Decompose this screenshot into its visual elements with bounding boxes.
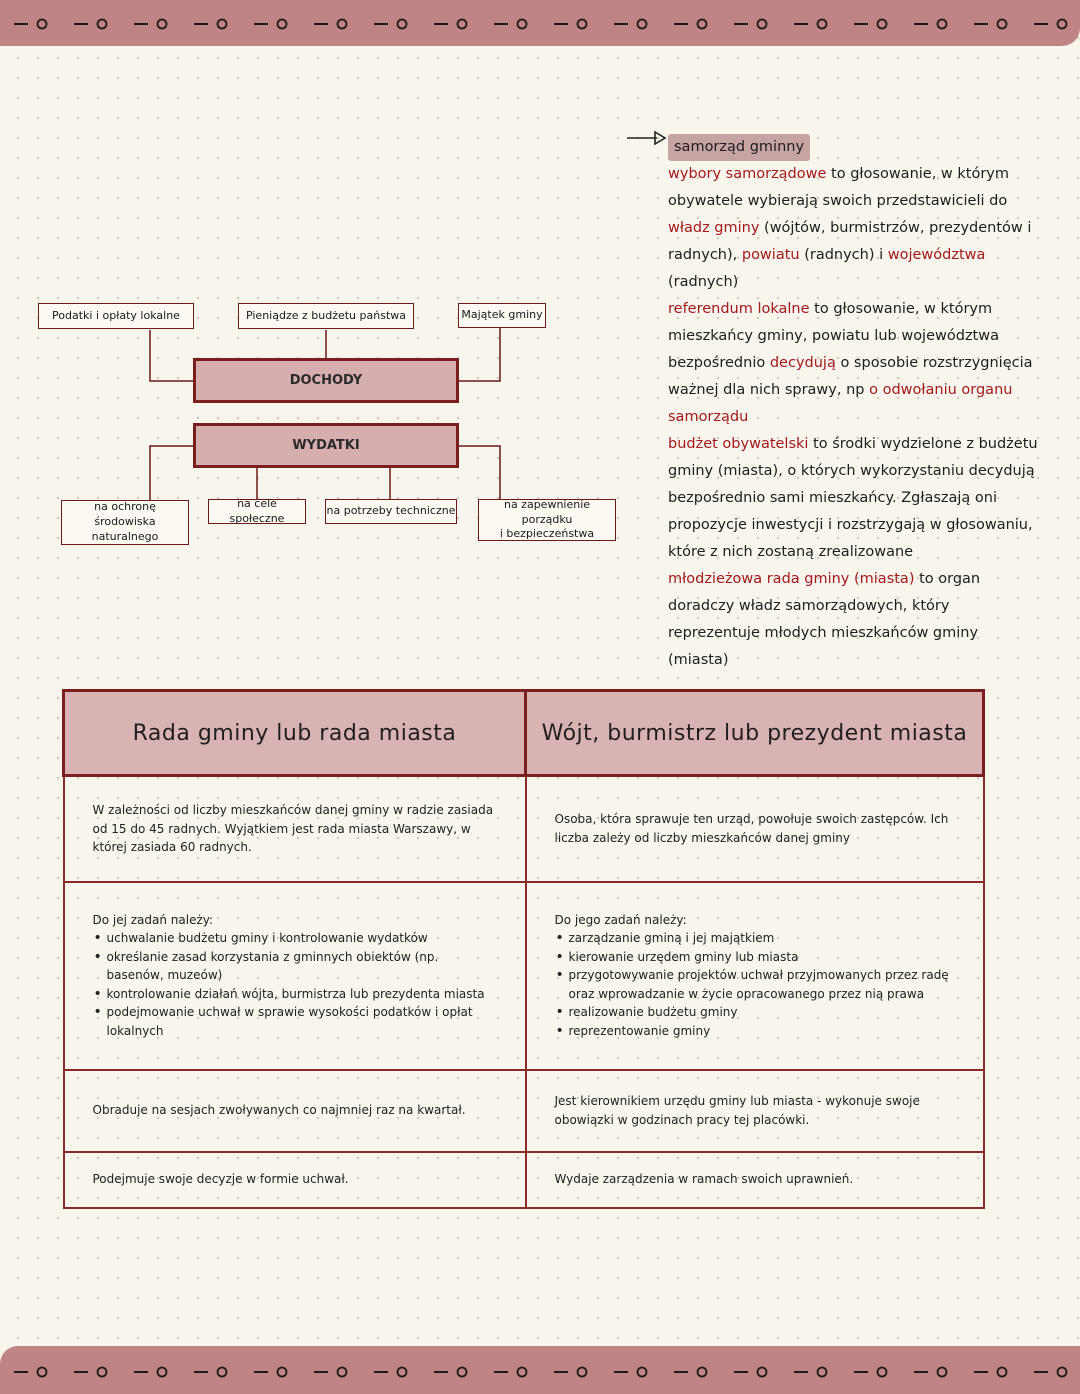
- chain-circle: [1058, 1368, 1067, 1377]
- table-row: [64, 1152, 984, 1208]
- council-header: Rada gminy lub rada miasta: [64, 691, 526, 776]
- arrow-right-icon: [625, 130, 667, 146]
- referendum-text: o sposobie rozstrzygnięcia ważnej dla nich sprawy, np: [668, 355, 1033, 398]
- chain-circle: [638, 1368, 647, 1377]
- income-source-label: Majątek gminy: [461, 308, 543, 322]
- chain-circle: [518, 20, 527, 29]
- income-source-box: [458, 303, 546, 328]
- budget-text: to środki wydzielone z budżetu gminy (miasta), o których wykorzystaniu decydują bezpośrednio sami mieszkańcy. Zgłaszają oni propozycje inwestycji i rozstrzygają w głosowaniu, które z nich zostaną zrealizowane: [668, 436, 1038, 560]
- referendum-term: referendum lokalne: [668, 301, 810, 317]
- expense-item-label: naturalnego: [91, 529, 159, 543]
- cell-text: Wydaje zarządzenia w ramach swoich uprawnień.: [554, 1172, 854, 1187]
- table-row: [64, 882, 984, 1070]
- chain-circle: [38, 20, 47, 29]
- referendum-note: [668, 296, 1040, 431]
- chain-circle: [698, 20, 707, 29]
- elections-text: (wójtów, burmistrzów, prezydentów i radnych),: [668, 220, 1032, 263]
- income-source-label: Pieniądze z budżetu państwa: [245, 308, 406, 322]
- list-item: • określanie zasad korzystania z gminnych obiektów (np. basenów, muzeów): [107, 948, 497, 985]
- chain-circle: [398, 20, 407, 29]
- cell-text: Jest kierownikiem urzędu gminy lub miasta - wykonuje swoje obowiązki w godzinach pracy tej placówki.: [554, 1094, 920, 1127]
- chain-circle: [158, 1368, 167, 1377]
- budget-term: budżet obywatelski: [668, 436, 809, 452]
- chain-circle: [878, 1368, 887, 1377]
- income-box: [193, 358, 459, 403]
- elections-text: to głosowanie, w którym obywatele wybierają swoich przedstawicieli do: [668, 166, 1010, 209]
- chain-circle: [998, 20, 1007, 29]
- table-cell: [64, 776, 526, 882]
- list-item: • uchwalanie budżetu gminy i kontrolowanie wydatków: [107, 929, 497, 948]
- chain-circle: [878, 20, 887, 29]
- mayor-header: Wójt, burmistrz lub prezydent miasta: [526, 691, 984, 776]
- mayor-task-list: [555, 929, 955, 1040]
- bottom-decorative-band: [0, 1346, 1080, 1394]
- income-source-label: Podatki i opłaty lokalne: [52, 308, 180, 322]
- chain-circle: [218, 20, 227, 29]
- income-source-box: [38, 303, 194, 329]
- cell-text: Podejmuje swoje decyzje w formie uchwał.: [92, 1172, 349, 1187]
- chain-circle: [278, 20, 287, 29]
- elections-text: (radnych) i: [799, 247, 888, 263]
- tasks-intro: Do jej zadań należy:: [92, 912, 214, 927]
- table-cell: [526, 882, 984, 1070]
- list-item: • przygotowywanie projektów uchwał przyjmowanych przez radę oraz wprowadzanie w życie opracowanego przez nią prawa: [569, 966, 955, 1003]
- table-cell: [64, 1152, 526, 1208]
- table-header-row: [64, 691, 984, 776]
- authorities-term: władz gminy: [668, 220, 760, 236]
- cell-text: W zależności od liczby mieszkańców danej gminy w radzie zasiada od 15 do 45 radnych. Wyjątkiem jest rada miasta Warszawy, w której zasiada 60 radnych.: [92, 803, 494, 854]
- income-source-box: [238, 303, 414, 329]
- expense-item-label: na zapewnienie porządku: [503, 497, 591, 526]
- chain-circle: [338, 1368, 347, 1377]
- chain-circle: [818, 1368, 827, 1377]
- chain-circle: [338, 20, 347, 29]
- notes-section: [668, 134, 1040, 674]
- table-cell: [64, 1070, 526, 1152]
- notes-heading: samorząd gminny: [668, 134, 810, 161]
- chain-circle: [578, 1368, 587, 1377]
- expense-item-label: na ochronę środowiska: [94, 500, 156, 529]
- elections-text: (radnych): [668, 274, 739, 290]
- council-task-list: [93, 929, 497, 1040]
- cell-text: Obraduje na sesjach zwoływanych co najmniej raz na kwartał.: [92, 1103, 466, 1118]
- chain-circle: [218, 1368, 227, 1377]
- expense-item-box: [325, 499, 457, 524]
- table-row: [64, 1070, 984, 1152]
- chain-circle: [578, 20, 587, 29]
- list-item: • kontrolowanie działań wójta, burmistrza lub prezydenta miasta: [107, 985, 497, 1004]
- county-term: powiatu: [741, 247, 800, 263]
- chain-decoration: [0, 1362, 1080, 1382]
- chain-circle: [698, 1368, 707, 1377]
- chain-circle: [938, 20, 947, 29]
- expense-box: [193, 423, 459, 468]
- chain-circle: [758, 20, 767, 29]
- chain-circle: [398, 1368, 407, 1377]
- chain-circle: [638, 20, 647, 29]
- youth-council-note: [668, 566, 1040, 674]
- expense-item-box: [61, 500, 189, 545]
- table-cell: [64, 882, 526, 1070]
- table-cell: [526, 1070, 984, 1152]
- chain-circle: [458, 20, 467, 29]
- elections-term: wybory samorządowe: [668, 166, 827, 182]
- cell-text: Osoba, która sprawuje ten urząd, powołuje swoich zastępców. Ich liczba zależy od liczby mieszkańców danej gminy: [554, 812, 949, 845]
- chain-circle: [518, 1368, 527, 1377]
- youth-council-text: to organ doradczy władz samorządowych, który reprezentuje młodych mieszkańców gminy (miasta): [668, 571, 981, 668]
- chain-circle: [98, 20, 107, 29]
- expense-title: WYDATKI: [292, 438, 360, 453]
- expense-item-label: na cele społeczne: [229, 496, 285, 525]
- referendum-text: to głosowanie, w którym mieszkańcy gminy, powiatu lub województwa bezpośrednio: [668, 301, 999, 371]
- income-title: DOCHODY: [289, 373, 363, 388]
- expense-item-label: i bezpieczeństwa: [499, 527, 595, 541]
- comparison-table: [62, 689, 985, 1209]
- chain-circle: [278, 1368, 287, 1377]
- list-item: • podejmowanie uchwał w sprawie wysokości podatków i opłat lokalnych: [107, 1003, 497, 1040]
- chain-circle: [38, 1368, 47, 1377]
- chain-circle: [98, 1368, 107, 1377]
- top-decorative-band: [0, 0, 1080, 46]
- table-row: [64, 776, 984, 882]
- expense-item-label: na potrzeby techniczne: [326, 504, 456, 518]
- chain-circle: [818, 20, 827, 29]
- chain-circle: [158, 20, 167, 29]
- chain-decoration: [0, 14, 1080, 34]
- list-item: • kierowanie urzędem gminy lub miasta: [569, 948, 955, 967]
- chain-circle: [458, 1368, 467, 1377]
- elections-note: [668, 161, 1040, 296]
- table-cell: [526, 1152, 984, 1208]
- expense-item-box: [208, 496, 306, 525]
- budget-note: [668, 431, 1040, 566]
- table-cell: [526, 776, 984, 882]
- chain-circle: [758, 1368, 767, 1377]
- tasks-intro: Do jego zadań należy:: [554, 912, 687, 927]
- chain-circle: [998, 1368, 1007, 1377]
- list-item: • realizowanie budżetu gminy: [569, 1003, 955, 1022]
- list-item: • zarządzanie gminą i jej majątkiem: [569, 929, 955, 948]
- voivodeship-term: województwa: [887, 247, 986, 263]
- chain-circle: [1058, 20, 1067, 29]
- list-item: • reprezentowanie gminy: [569, 1022, 955, 1041]
- chain-circle: [938, 1368, 947, 1377]
- expense-item-box: [478, 499, 616, 541]
- dismissal-term: o odwołaniu organu samorządu: [668, 382, 1013, 425]
- youth-council-term: młodzieżowa rada gminy (miasta): [668, 571, 915, 587]
- decide-term: decydują: [769, 355, 836, 371]
